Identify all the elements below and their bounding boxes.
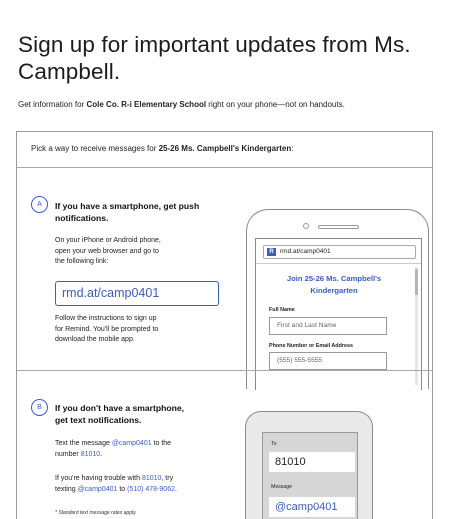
number-suffix: . [100, 450, 103, 458]
keyword-code: @camp0401 [111, 440, 152, 447]
option-a-instr-line2: open your web browser and go to [55, 247, 159, 255]
full-name-field: First and Last Name [269, 317, 387, 335]
option-b-title-line1: If you don't have a smartphone, [55, 403, 185, 413]
texting-middle: to [117, 485, 128, 493]
option-a-title [55, 200, 199, 224]
option-b-title-line2: get text notifications. [55, 415, 142, 425]
join-line2: Kindergarten [310, 285, 358, 295]
option-b-badge: B [31, 399, 48, 416]
intro-suffix: right on your phone—not on handouts. [206, 100, 345, 109]
texting-line [55, 485, 177, 496]
text-middle: to the [151, 440, 172, 447]
fine-print: * Standard text message rates apply. [55, 510, 137, 516]
message-label: Message [271, 484, 293, 490]
full-name-label: Full Name [269, 307, 295, 313]
alternate-number: (510) 478-9062 [127, 485, 175, 493]
option-a-follow-line1: Follow the instructions to sign up [55, 315, 157, 322]
to-field: 81010 [269, 452, 355, 472]
number-prefix: number [55, 450, 81, 458]
option-a-instr-line3: the following link: [55, 258, 109, 265]
option-a-instructions [55, 236, 161, 268]
basic-phone-screen [262, 432, 358, 519]
speaker-icon [318, 225, 359, 229]
option-a-follow-text [55, 314, 158, 346]
texting-prefix: texting [55, 485, 78, 493]
contact-label: Phone Number or Email Address [269, 343, 353, 349]
browser-address-text: rmd.at/camp0401 [280, 248, 331, 255]
pick-prefix: Pick a way to receive messages for [31, 144, 159, 153]
instructions-card [16, 131, 433, 519]
school-name: Cole Co. R-i Elementary School [86, 100, 207, 109]
option-a-follow-line3: download the mobile app. [55, 336, 135, 343]
option-a-instr-line1: On your iPhone or Android phone, [55, 237, 161, 244]
text-prefix: Text the message [55, 440, 112, 447]
option-a-title-line2: notifications. [55, 213, 109, 223]
page-title: Sign up for important updates from Ms. Campbell. [18, 32, 411, 84]
join-line1: Join 25-26 Ms. Campbell's [286, 274, 382, 283]
texting-suffix: . [174, 485, 177, 493]
smartphone-screen [255, 238, 422, 390]
contact-field: (555) 555-5555 [269, 352, 387, 370]
message-field: @camp0401 [269, 497, 355, 517]
browser-address-bar [263, 245, 416, 259]
intro-prefix: Get information for [18, 100, 87, 109]
join-class-heading [278, 273, 390, 296]
to-label: To [271, 441, 277, 447]
signup-url-link[interactable]: rmd.at/camp0401 [55, 281, 219, 306]
trouble-suffix: , try [161, 475, 174, 482]
option-b-title [55, 402, 184, 426]
remind-logo-icon: R [267, 248, 276, 256]
option-a-title-line1: If you have a smartphone, get push [55, 201, 200, 211]
trouble-prefix: If you're having trouble with [55, 475, 142, 482]
class-name: 25-26 Ms. Campbell's Kindergarten [158, 144, 292, 153]
text-message-line [55, 439, 171, 450]
texting-code: @camp0401 [77, 485, 118, 493]
number-line [55, 450, 171, 461]
pick-suffix: : [291, 144, 294, 153]
trouble-number: 81010 [141, 475, 162, 482]
option-a-badge: A [31, 196, 48, 213]
option-a-follow-line2: for Remind. You'll be prompted to [55, 325, 159, 333]
smartphone-illustration [246, 209, 429, 389]
options-divider [17, 370, 432, 371]
option-b-text-instructions [55, 439, 171, 460]
basic-phone-illustration [245, 411, 373, 519]
option-b-trouble-text [55, 474, 177, 495]
address-bar-divider [256, 263, 421, 264]
short-code-number: 81010 [80, 450, 101, 458]
intro-text [18, 100, 345, 109]
trouble-line [55, 474, 177, 485]
pick-way-text [31, 144, 293, 153]
card-header-divider [17, 167, 432, 168]
camera-icon [303, 223, 309, 229]
scrollbar-thumb [415, 269, 418, 295]
